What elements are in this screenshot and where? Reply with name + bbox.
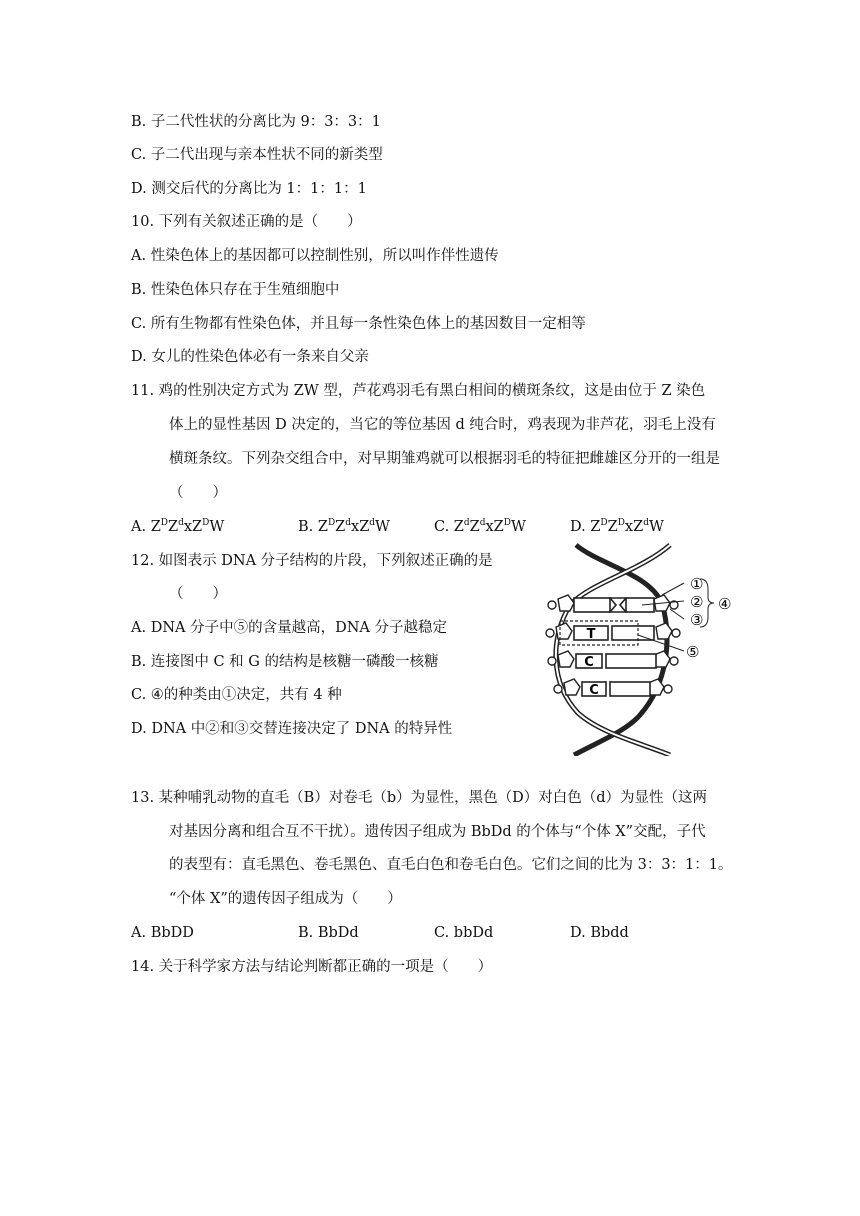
q11-option-b: B. $Z^DZ^dxZ^dW$ — [298, 518, 390, 535]
q13-option-a: A. BbDD — [131, 925, 194, 941]
q11-option-a: A. $Z^DZ^dxZ^DW$ — [131, 518, 225, 535]
q9-option-d: D. 测交后代的分离比为 1：1：1：1 — [131, 181, 367, 197]
dna-label-2: ② — [690, 593, 704, 611]
dna-label-5: ⑤ — [686, 643, 700, 661]
dna-base-label-c1: C — [584, 655, 594, 670]
q12-stem-paren: （ ） — [169, 586, 227, 602]
q11-stem-line3: 横斑条纹。下列杂交组合中，对早期雏鸡就可以根据羽毛的特征把雌雄区分开的一组是 — [169, 451, 720, 467]
dna-label-4: ④ — [718, 595, 732, 613]
dna-label-1: ① — [690, 575, 704, 593]
q13-stem-line2: 对基因分离和组合互不干扰）。遗传因子组成为 BbDd 的个体与“个体 X”交配，子代 — [169, 824, 706, 840]
q10-option-c: C. 所有生物都有性染色体，并且每一条性染色体上的基因数目一定相等 — [131, 316, 586, 332]
q11-stem-line1: 11. 鸡的性别决定方式为 ZW 型，芦花鸡羽毛有黑白相间的横斑条纹，这是由位于 Z 染色 — [131, 383, 706, 399]
q12-option-d: D. DNA 中②和③交替连接决定了 DNA 的特异性 — [131, 721, 453, 737]
q11-option-d: D. $Z^DZ^DxZ^dW$ — [570, 518, 664, 535]
dna-structure-figure — [530, 543, 745, 756]
q10-stem: 10. 下列有关叙述正确的是（ ） — [131, 214, 362, 230]
q13-option-d: D. Bbdd — [570, 925, 629, 941]
dna-base-label-c2: C — [589, 683, 599, 698]
q13-stem-line4: “个体 X”的遗传因子组成为（ ） — [169, 891, 402, 907]
q10-option-b: B. 性染色体只存在于生殖细胞中 — [131, 282, 340, 298]
q10-option-a: A. 性染色体上的基因都可以控制性别，所以叫作伴性遗传 — [131, 248, 499, 264]
q11-option-c: C. $Z^dZ^dxZ^DW$ — [434, 518, 526, 535]
q12-option-b: B. 连接图中 C 和 G 的结构是核糖一磷酸一核糖 — [131, 654, 439, 670]
q11-stem-paren: （ ） — [169, 485, 227, 501]
q14-stem: 14. 关于科学家方法与结论判断都正确的一项是（ ） — [131, 959, 493, 975]
q13-option-c: C. bbDd — [434, 925, 494, 941]
q13-stem-line1: 13. 某种哺乳动物的直毛（B）对卷毛（b）为显性，黑色（D）对白色（d）为显性（这两 — [131, 790, 708, 806]
q11-stem-line2: 体上的显性基因 D 决定的，当它的等位基因 d 纯合时，鸡表现为非芦花，羽毛上没有 — [169, 417, 716, 433]
q9-option-b: B. 子二代性状的分离比为 9：3：3：1 — [131, 114, 381, 130]
q13-stem-line3: 的表型有：直毛黑色、卷毛黑色、直毛白色和卷毛白色。它们之间的比为 3：3：1：1。 — [169, 857, 733, 873]
q12-option-c: C. ④的种类由①决定，共有 4 种 — [131, 687, 342, 703]
q13-option-b: B. BbDd — [298, 925, 359, 941]
dna-base-label-t: T — [586, 627, 596, 642]
dna-backbone-strand-2 — [556, 545, 670, 755]
q12-option-a: A. DNA 分子中⑤的含量越高，DNA 分子越稳定 — [131, 620, 447, 636]
dna-label-3: ③ — [690, 611, 704, 629]
q12-stem: 12. 如图表示 DNA 分子结构的片段，下列叙述正确的是 — [131, 553, 493, 569]
q10-option-d: D. 女儿的性染色体必有一条来自父亲 — [131, 349, 369, 365]
q9-option-c: C. 子二代出现与亲本性状不同的新类型 — [131, 147, 383, 163]
